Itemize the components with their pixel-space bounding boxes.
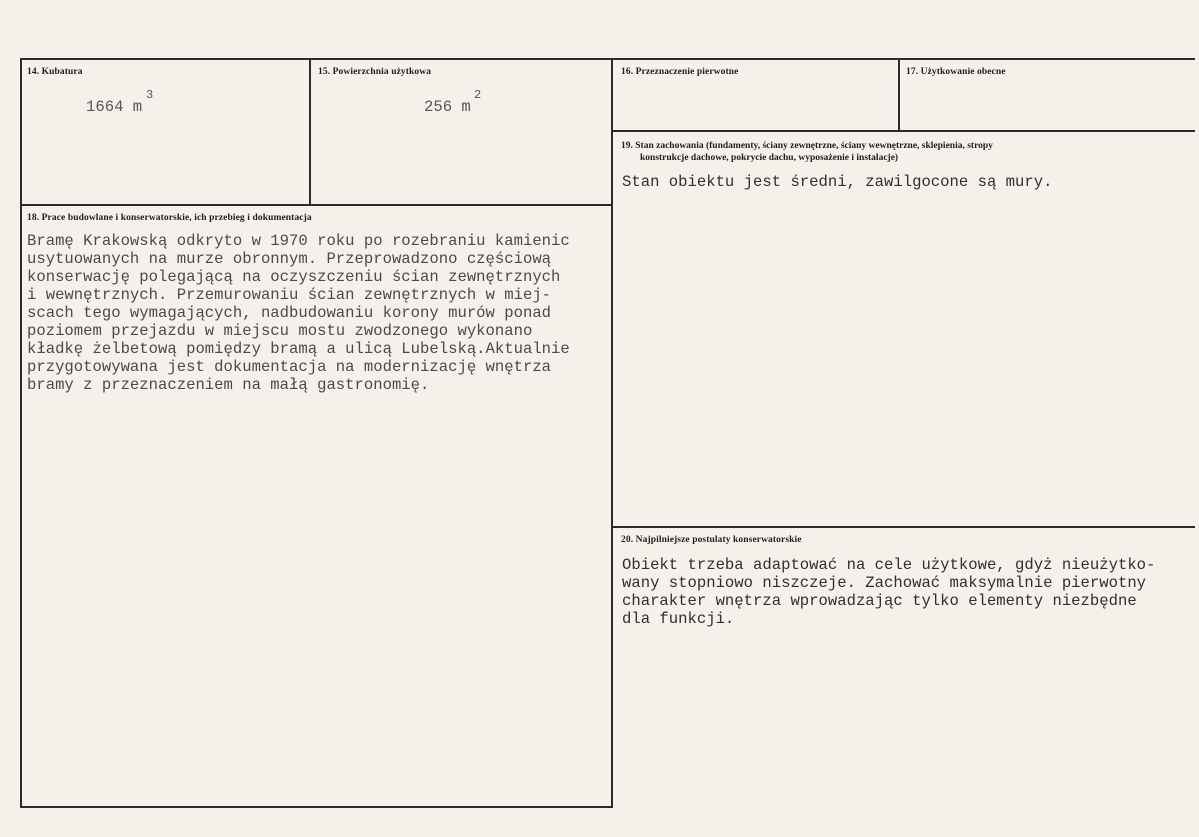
field-15-label: 15. Powierzchnia użytkowa: [318, 67, 432, 77]
field-18-line: kładkę żelbetową pomiędzy bramą a ulicą Lubelską.Aktualnie: [27, 340, 570, 358]
field-19-text: Stan obiektu jest średni, zawilgocone są mury.: [622, 173, 1053, 191]
field-20-line: wany stopniowo niszczeje. Zachować maksymalnie pierwotny: [622, 574, 1147, 592]
field-16-label: 16. Przeznaczenie pierwotne: [621, 67, 739, 77]
field-18-line: i wewnętrznych. Przemurowaniu ścian zewnętrznych w miej-: [27, 286, 552, 304]
field-20-line: charakter wnętrza wprowadzając tylko elementy niezbędne: [622, 592, 1137, 610]
field-20-line: dla funkcji.: [622, 610, 735, 628]
field-14-label: 14. Kubatura: [27, 67, 83, 77]
row-rule-20: [611, 526, 1195, 528]
field-18-line: konserwację polegającą na oczyszczeniu ścian zewnętrznych: [27, 268, 561, 286]
field-18-line: bramy z przeznaczeniem na małą gastronomię.: [27, 376, 430, 394]
field-18-line: scach tego wymagających, nadbudowaniu korony murów ponad: [27, 304, 552, 322]
top-rule: [20, 58, 1195, 60]
field-15-exponent: 2: [474, 88, 482, 102]
row-rule-16-17: [611, 130, 1195, 132]
vertical-divider-2: [898, 58, 900, 131]
field-19-label-line1: 19. Stan zachowania (fundamenty, ściany zewnętrzne, ściany wewnętrzne, sklepienia, stropy: [621, 141, 993, 151]
field-18-line: poziomem przejazdu w miejscu mostu zwodzonego wykonano: [27, 322, 533, 340]
field-14-value: 1664 m: [86, 98, 143, 116]
bottom-rule: [20, 806, 612, 808]
left-rule: [20, 58, 22, 808]
row-rule-18: [20, 204, 612, 206]
field-17-label: 17. Użytkowanie obecne: [906, 67, 1006, 77]
field-18-line: Bramę Krakowską odkryto w 1970 roku po rozebraniu kamienic: [27, 232, 570, 250]
field-18-label: 18. Prace budowlane i konserwatorskie, ich przebieg i dokumentacja: [27, 213, 312, 223]
field-19-label-line2: konstrukcje dachowe, pokrycie dachu, wyposażenie i instalacje): [640, 153, 899, 163]
vertical-divider-1: [309, 58, 311, 205]
field-20-label: 20. Najpilniejsze postulaty konserwatorskie: [621, 535, 802, 545]
field-18-line: usytuowanych na murze obronnym. Przeprowadzono częściową: [27, 250, 552, 268]
field-14-exponent: 3: [146, 88, 154, 102]
field-15-value: 256 m: [424, 98, 471, 116]
field-18-line: przygotowywana jest dokumentacja na modernizację wnętrza: [27, 358, 552, 376]
vertical-divider-main: [611, 58, 613, 808]
field-20-line: Obiekt trzeba adaptować na cele użytkowe, gdyż nieużytko-: [622, 556, 1156, 574]
